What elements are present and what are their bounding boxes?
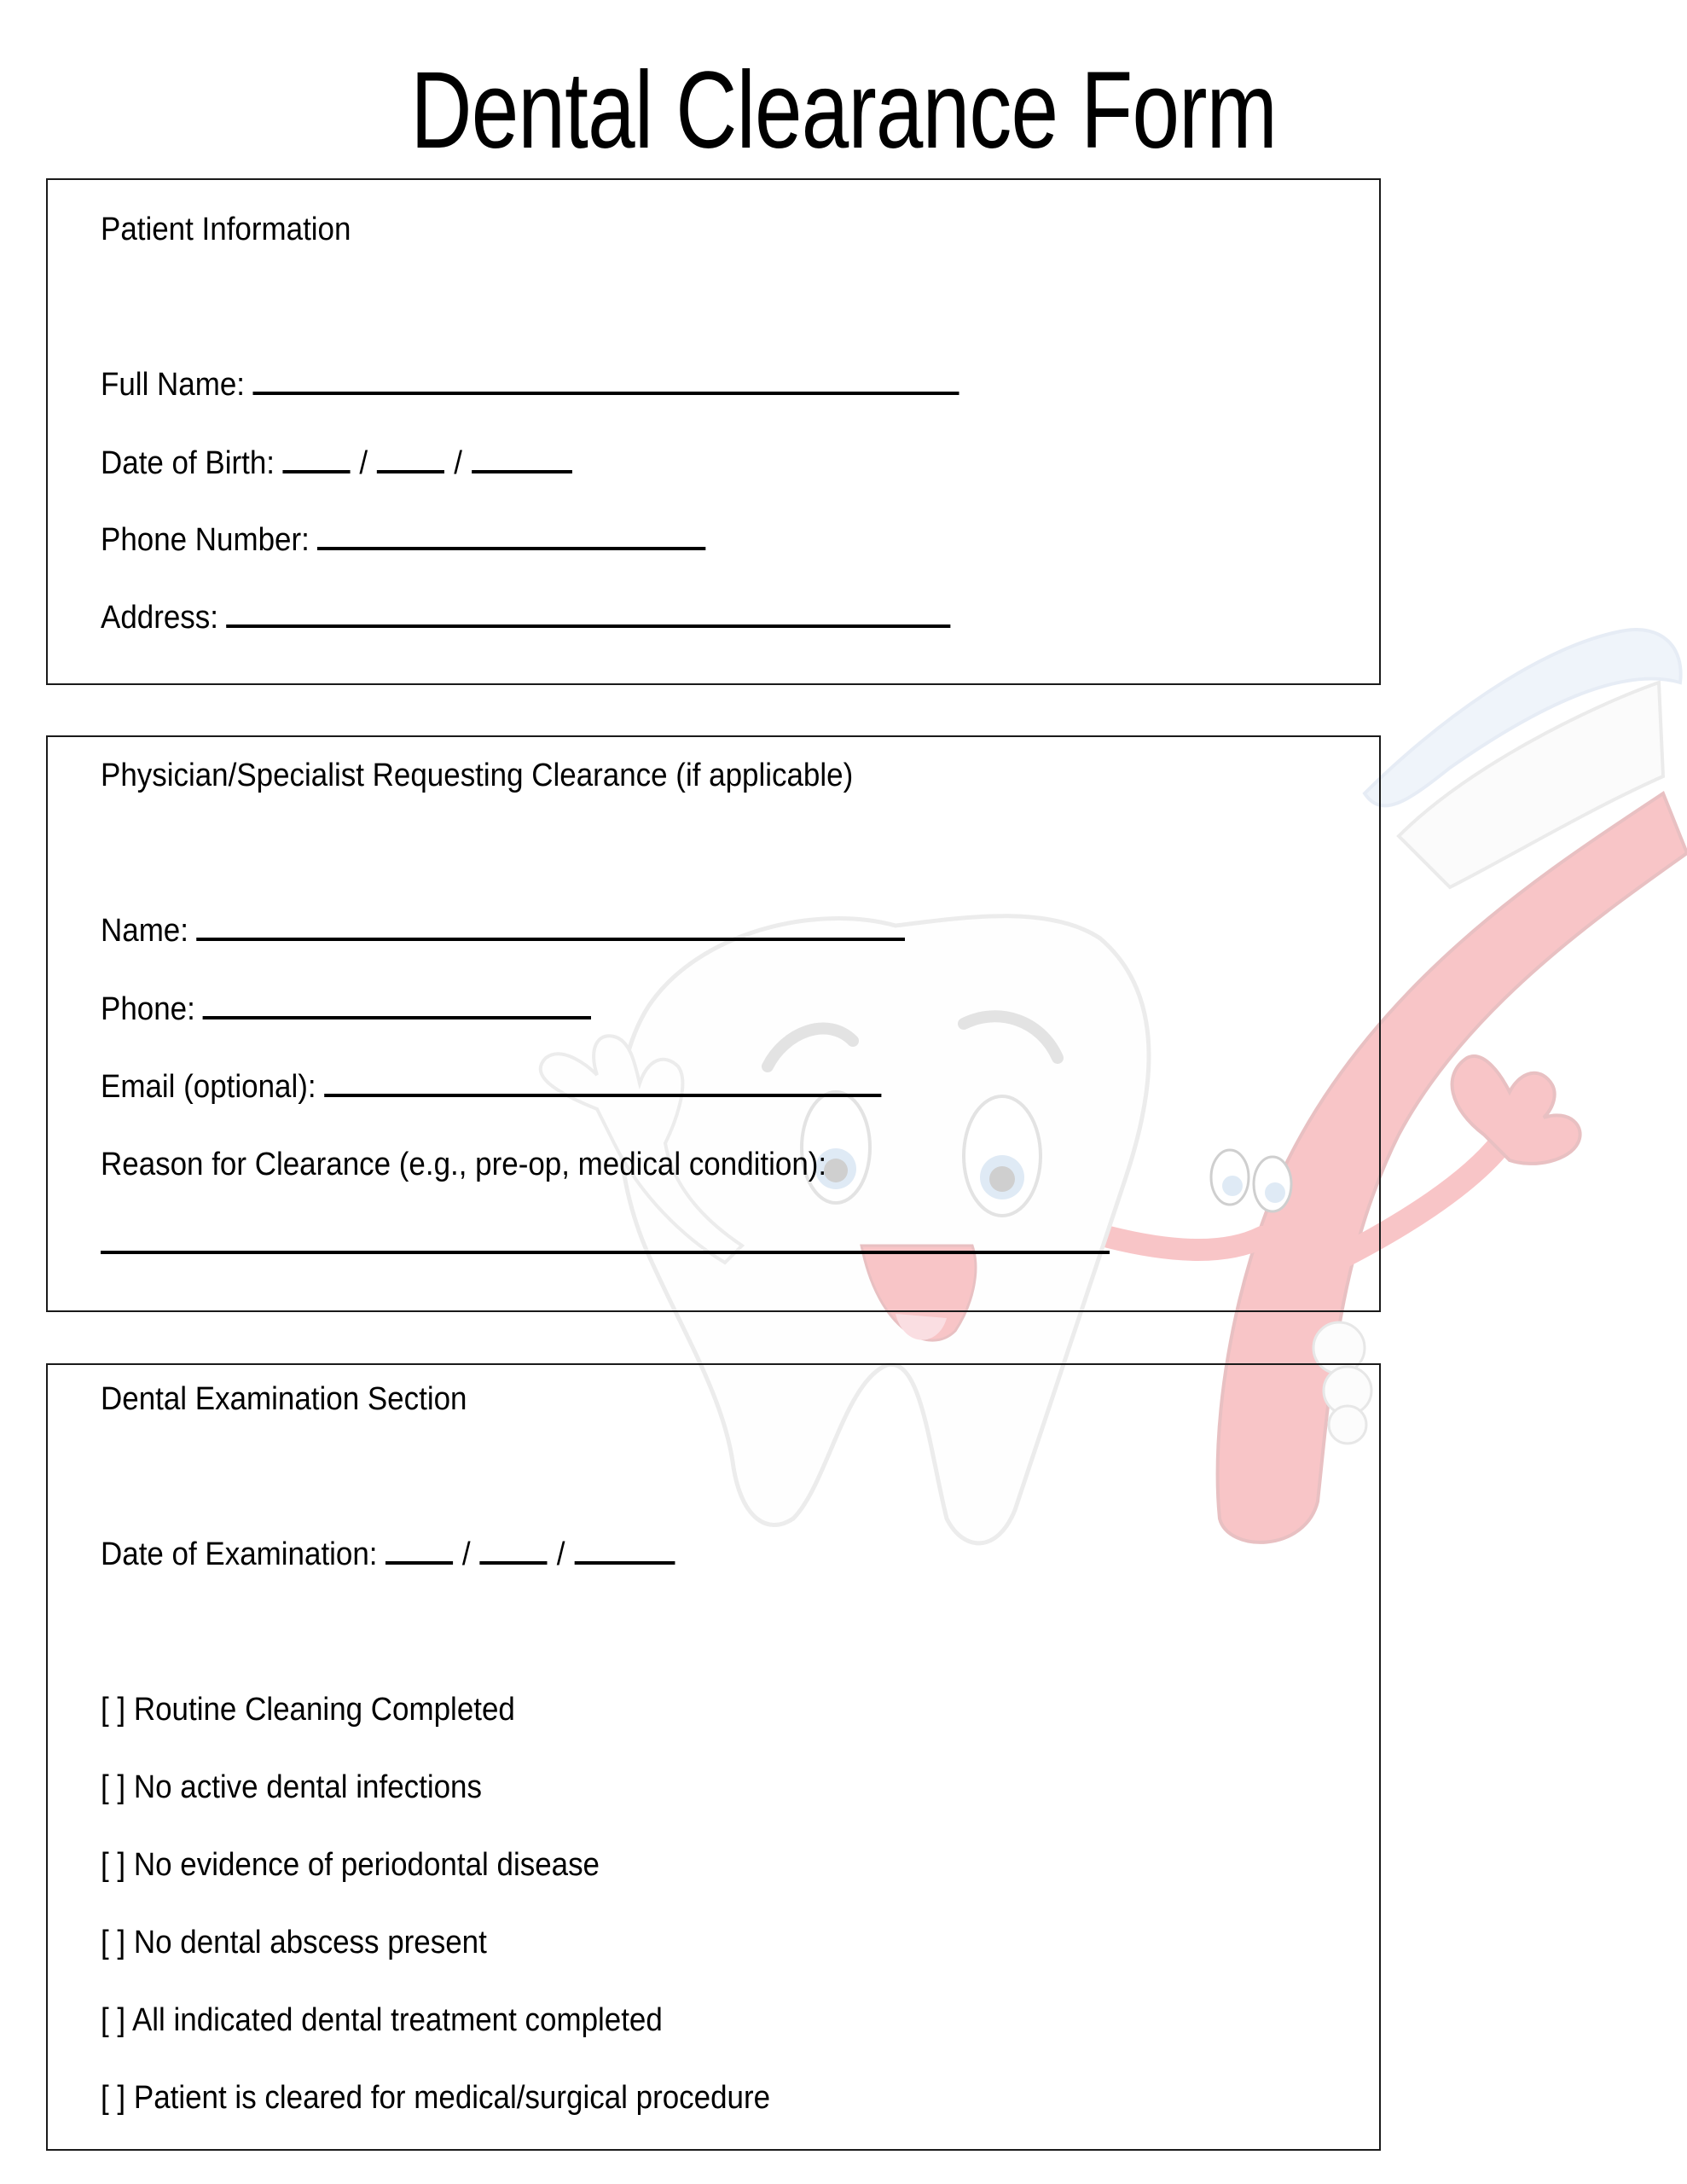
checklist-label: Routine Cleaning Completed	[133, 1692, 515, 1728]
dental-examination-section	[46, 1363, 1381, 2151]
dob-separator: /	[359, 445, 368, 481]
date-separator: /	[556, 1536, 565, 1572]
checkbox[interactable]: [ ]	[101, 2002, 126, 2038]
dob-day-field[interactable]	[377, 444, 444, 473]
checkbox[interactable]: [ ]	[101, 1769, 126, 1805]
dob-row	[101, 444, 572, 482]
full-name-row	[101, 366, 959, 404]
section-heading: Patient Information	[101, 212, 351, 247]
phone-number-field[interactable]	[317, 521, 705, 550]
dob-year-field[interactable]	[472, 444, 572, 473]
exam-date-year-field[interactable]	[575, 1536, 675, 1565]
full-name-label: Full Name:	[101, 367, 246, 403]
section-heading: Physician/Specialist Requesting Clearance (if applicable)	[101, 758, 854, 793]
checklist-label: No active dental infections	[133, 1769, 482, 1805]
physician-name-field[interactable]	[196, 912, 905, 941]
physician-phone-label: Phone:	[101, 991, 195, 1027]
checklist-label: No evidence of periodontal disease	[133, 1847, 600, 1883]
physician-phone-field[interactable]	[203, 990, 591, 1019]
physician-section	[46, 735, 1381, 1312]
exam-date-month-field[interactable]	[386, 1536, 453, 1565]
checkbox[interactable]: [ ]	[101, 1692, 126, 1728]
checkbox[interactable]: [ ]	[101, 1925, 126, 1960]
section-heading: Dental Examination Section	[101, 1381, 467, 1417]
checklist-item[interactable]	[101, 1846, 600, 1884]
page-title: Dental Clearance Form	[410, 49, 1278, 171]
physician-name-row	[101, 912, 905, 950]
checklist-item[interactable]	[101, 1924, 487, 1961]
checklist-item[interactable]	[101, 2079, 770, 2117]
checkbox[interactable]: [ ]	[101, 2080, 126, 2116]
reason-field[interactable]	[101, 1251, 1110, 1254]
checklist-label: Patient is cleared for medical/surgical procedure	[133, 2080, 771, 2116]
dob-label: Date of Birth:	[101, 445, 275, 481]
address-row	[101, 599, 950, 636]
address-field[interactable]	[226, 599, 950, 628]
patient-information-section	[46, 178, 1381, 685]
exam-date-row	[101, 1536, 675, 1573]
physician-email-field[interactable]	[324, 1068, 881, 1097]
physician-email-label: Email (optional):	[101, 1069, 316, 1105]
dob-separator: /	[454, 445, 463, 481]
checklist-item[interactable]	[101, 1691, 515, 1728]
phone-number-label: Phone Number:	[101, 522, 310, 558]
checklist-item[interactable]	[101, 2001, 663, 2039]
checklist-label: No dental abscess present	[133, 1925, 487, 1960]
full-name-field[interactable]	[252, 366, 959, 395]
checklist-label: All indicated dental treatment completed	[131, 2002, 663, 2038]
dob-month-field[interactable]	[282, 444, 350, 473]
exam-date-day-field[interactable]	[480, 1536, 548, 1565]
address-label: Address:	[101, 600, 218, 636]
phone-number-row	[101, 521, 705, 559]
physician-email-row	[101, 1068, 881, 1106]
exam-date-label: Date of Examination:	[101, 1536, 378, 1572]
checklist-item[interactable]	[101, 1769, 482, 1806]
date-separator: /	[461, 1536, 471, 1572]
physician-phone-row	[101, 990, 591, 1028]
physician-name-label: Name:	[101, 913, 188, 949]
reason-label: Reason for Clearance (e.g., pre-op, medical condition):	[101, 1147, 827, 1182]
checkbox[interactable]: [ ]	[101, 1847, 126, 1883]
